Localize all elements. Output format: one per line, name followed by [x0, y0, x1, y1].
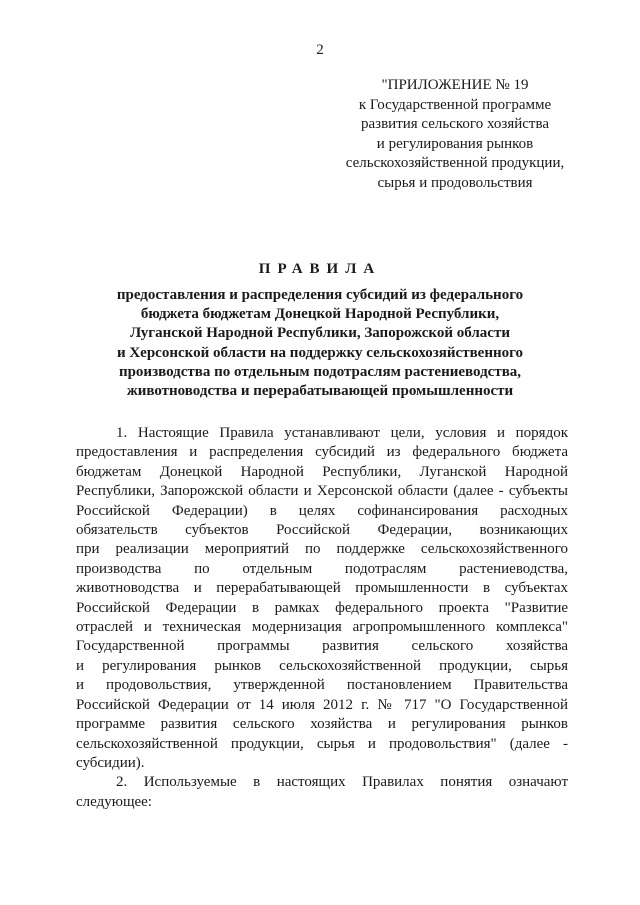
paragraph-line: 2. Используемые в настоящих Правилах понятия означают: [116, 774, 568, 791]
paragraph-line: Государственной программы развития сельского хозяйства: [76, 638, 568, 655]
appendix-line: сельскохозяйственной продукции,: [345, 155, 565, 171]
paragraph-line: предоставления и распределения субсидий из федерального бюджета: [76, 444, 568, 461]
body-text: [76, 424, 568, 812]
appendix-line: развития сельского хозяйства: [361, 116, 549, 132]
appendix-header: [340, 76, 570, 193]
paragraph-line: субсидии).: [76, 754, 145, 771]
appendix-line: и регулирования рынков: [376, 135, 534, 152]
paragraph-1: [76, 424, 568, 773]
paragraph-line: производства по отдельным подотраслям растениеводства,: [76, 560, 568, 577]
paragraph-line: животноводства и перерабатывающей промышленности в субъектах: [76, 580, 568, 597]
paragraph-line: и регулирования рынков сельскохозяйственной продукции, сырья: [76, 657, 568, 674]
paragraph-line: Республики, Запорожской области и Херсонской области (далее - субъекты: [76, 483, 568, 500]
appendix-line: к Государственной программе: [358, 96, 552, 113]
paragraph-line: сельскохозяйственной продукции, сырья и продовольствия" (далее -: [76, 735, 568, 752]
subtitle-line: производства по отдельным подотраслям растениеводства,: [118, 363, 522, 380]
page-number: 2: [316, 42, 324, 58]
subtitle-line: и Херсонской области на поддержку сельскохозяйственного: [116, 344, 524, 361]
appendix-line: "ПРИЛОЖЕНИЕ № 19: [381, 77, 529, 93]
appendix-line: сырья и продовольствия: [377, 174, 533, 191]
paragraph-line: и продовольствия, утвержденной постановлением Правительства: [76, 677, 568, 694]
paragraph-line: Российской Федерации в рамках федерального проекта "Развитие: [76, 599, 568, 616]
paragraph-line: обязательств субъектов Российской Федерации, возникающих: [76, 522, 568, 539]
subtitle-line: бюджета бюджетам Донецкой Народной Республики,: [140, 306, 500, 323]
paragraph-line: при реализации мероприятий по поддержке сельскохозяйственного: [76, 541, 568, 558]
paragraph-line: бюджетам Донецкой Народной Республики, Луганской Народной: [76, 463, 568, 480]
subtitle-line: Луганской Народной Республики, Запорожской области: [130, 325, 510, 342]
paragraph-line: Российской Федерации от 14 июля 2012 г. № 717 "О Государственной: [76, 696, 568, 713]
paragraph-line: следующее:: [76, 793, 152, 810]
paragraph-line: программе развития сельского хозяйства и регулирования рынков: [76, 716, 568, 733]
paragraph-line: Российской Федерации) в целях софинансирования расходных: [76, 502, 568, 519]
document-title: ПРАВИЛА: [258, 261, 382, 277]
paragraph-2: [76, 773, 568, 812]
subtitle-line: предоставления и распределения субсидий из федерального: [116, 287, 524, 303]
paragraph-line: 1. Настоящие Правила устанавливают цели, условия и порядок: [116, 425, 568, 441]
paragraph-line: отраслей и техническая модернизация агропромышленного комплекса": [76, 619, 568, 636]
subtitle-line: животноводства и перерабатывающей промышленности: [126, 383, 514, 400]
document-subtitle: [60, 286, 580, 401]
